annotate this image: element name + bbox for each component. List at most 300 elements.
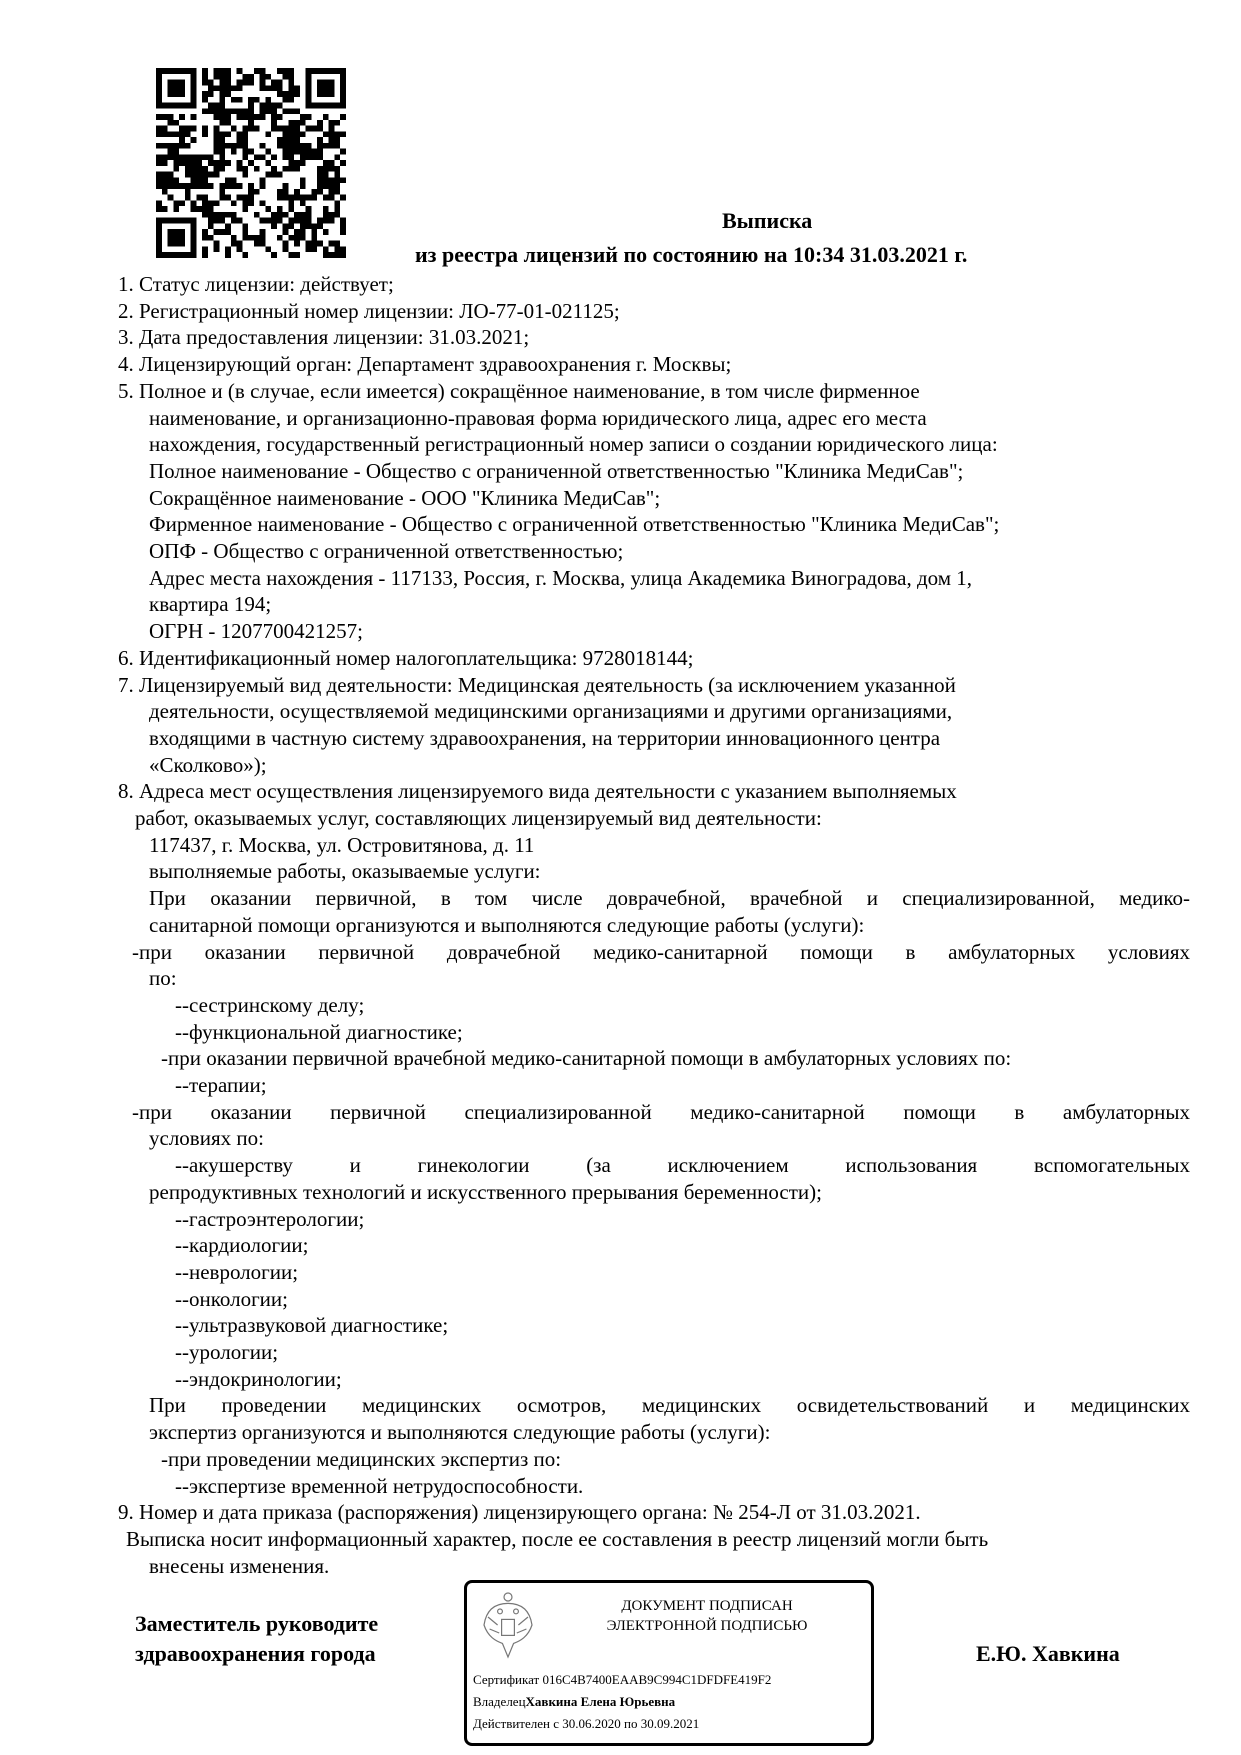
qr-module (202, 154, 208, 160)
qr-module (300, 200, 306, 206)
qr-module (179, 235, 185, 241)
qr-module (208, 206, 214, 212)
detail-line: При проведении медицинских осмотров, медицинских освидетельствований и медицинских (149, 1393, 1190, 1418)
qr-module (283, 183, 289, 189)
qr-module (231, 85, 237, 91)
qr-module (214, 131, 220, 137)
qr-module (219, 137, 225, 143)
qr-module (265, 206, 271, 212)
qr-module (306, 241, 312, 247)
qr-module (162, 126, 168, 132)
qr-module (288, 108, 294, 114)
detail-line: -при оказании первичной врачебной медико-санитарной помощи в амбулаторных условиях по: (161, 1046, 1012, 1071)
qr-module (306, 218, 312, 224)
qr-module (288, 126, 294, 132)
qr-module (323, 91, 329, 97)
qr-module (248, 195, 254, 201)
qr-module (191, 137, 197, 143)
qr-module (208, 91, 214, 97)
detail-line: --урологии; (175, 1340, 279, 1364)
qr-module (248, 235, 254, 241)
qr-module (277, 126, 283, 132)
qr-module (168, 149, 174, 155)
qr-module (173, 85, 179, 91)
qr-module (317, 80, 323, 86)
detail-line: --гастроэнтерологии; (175, 1206, 365, 1231)
qr-module (277, 212, 283, 218)
qr-module (317, 103, 323, 109)
qr-module (294, 85, 300, 91)
qr-module (271, 108, 277, 114)
detail-line: --ультразвуковой диагностике; (175, 1313, 449, 1338)
qr-module (219, 74, 225, 80)
qr-module (237, 195, 243, 201)
qr-module (317, 149, 323, 155)
qr-module (214, 68, 220, 74)
qr-module (173, 91, 179, 97)
qr-module (306, 97, 312, 103)
qr-module (208, 235, 214, 241)
qr-module (242, 80, 248, 86)
qr-module (260, 154, 266, 160)
detail-line: 1. Статус лицензии: действует; (118, 272, 394, 296)
qr-module (225, 85, 231, 91)
qr-module (191, 223, 197, 229)
qr-module (277, 172, 283, 178)
qr-module (265, 131, 271, 137)
qr-module (242, 195, 248, 201)
qr-module (225, 108, 231, 114)
qr-module (179, 241, 185, 247)
qr-module (219, 68, 225, 74)
qr-module (219, 166, 225, 172)
qr-module (225, 91, 231, 97)
detail-line: --эндокринологии; (175, 1366, 342, 1391)
qr-module (191, 154, 197, 160)
qr-module (260, 103, 266, 109)
qr-module (173, 149, 179, 155)
qr-module (202, 131, 208, 137)
qr-module (173, 131, 179, 137)
qr-module (208, 183, 214, 189)
detail-line: 7. Лицензируемый вид деятельности: Медицинская деятельность (за исключением указанной (118, 672, 956, 697)
qr-module (311, 126, 317, 132)
qr-module (340, 74, 346, 80)
qr-module (173, 206, 179, 212)
qr-module (317, 241, 323, 247)
qr-module (179, 160, 185, 166)
qr-module (225, 68, 231, 74)
qr-module (277, 91, 283, 97)
qr-module (334, 252, 340, 258)
signer-position-line1: Заместитель руководите (135, 1611, 379, 1636)
qr-module (208, 172, 214, 178)
qr-module (202, 172, 208, 178)
qr-module (156, 126, 162, 132)
qr-module (248, 74, 254, 80)
qr-module (168, 154, 174, 160)
qr-module (271, 212, 277, 218)
qr-module (334, 131, 340, 137)
qr-module (317, 166, 323, 172)
qr-module (334, 189, 340, 195)
qr-module (168, 80, 174, 86)
qr-module (334, 246, 340, 252)
qr-module (288, 195, 294, 201)
qr-module (191, 246, 197, 252)
qr-module (294, 212, 300, 218)
qr-module (208, 154, 214, 160)
qr-module (271, 154, 277, 160)
qr-module (300, 154, 306, 160)
qr-module (219, 143, 225, 149)
qr-module (237, 137, 243, 143)
qr-module (260, 235, 266, 241)
qr-module (288, 235, 294, 241)
qr-module (179, 80, 185, 86)
qr-module (214, 114, 220, 120)
qr-module (329, 189, 335, 195)
qr-module (237, 131, 243, 137)
qr-module (225, 74, 231, 80)
qr-module (265, 74, 271, 80)
qr-module (208, 80, 214, 86)
qr-module (219, 229, 225, 235)
qr-module (156, 229, 162, 235)
qr-module (156, 114, 162, 120)
validity-line: Действителен с 30.06.2020 по 30.09.2021 (473, 1716, 700, 1731)
qr-module (311, 195, 317, 201)
qr-module (242, 172, 248, 178)
qr-module (214, 166, 220, 172)
qr-module (219, 114, 225, 120)
qr-module (311, 103, 317, 109)
qr-module (323, 177, 329, 183)
qr-module (265, 246, 271, 252)
qr-module (334, 212, 340, 218)
qr-module (214, 126, 220, 132)
qr-module (173, 177, 179, 183)
qr-module (231, 200, 237, 206)
qr-module (265, 97, 271, 103)
qr-module (214, 108, 220, 114)
qr-module (185, 126, 191, 132)
qr-module (329, 80, 335, 86)
qr-module (288, 149, 294, 155)
qr-module (219, 80, 225, 86)
qr-module (311, 246, 317, 252)
qr-module (202, 74, 208, 80)
qr-module (156, 91, 162, 97)
qr-module (225, 195, 231, 201)
qr-module (300, 177, 306, 183)
qr-module (260, 200, 266, 206)
qr-module (271, 166, 277, 172)
qr-module (202, 80, 208, 86)
qr-module (225, 131, 231, 137)
qr-module (214, 212, 220, 218)
qr-module (288, 200, 294, 206)
qr-module (156, 131, 162, 137)
qr-module (288, 97, 294, 103)
qr-module (156, 85, 162, 91)
qr-module (185, 218, 191, 224)
qr-module (323, 85, 329, 91)
qr-module (323, 143, 329, 149)
qr-module (334, 103, 340, 109)
qr-module (214, 74, 220, 80)
qr-module (225, 183, 231, 189)
qr-module (294, 195, 300, 201)
qr-module (317, 120, 323, 126)
qr-module (185, 131, 191, 137)
qr-module (329, 212, 335, 218)
qr-module (179, 126, 185, 132)
qr-module (323, 68, 329, 74)
qr-module (191, 172, 197, 178)
qr-module (323, 114, 329, 120)
qr-module (225, 252, 231, 258)
qr-module (277, 68, 283, 74)
qr-module (311, 241, 317, 247)
qr-module (208, 212, 214, 218)
qr-module (277, 218, 283, 224)
qr-module (156, 252, 162, 258)
qr-module (162, 177, 168, 183)
qr-module (323, 229, 329, 235)
qr-module (168, 235, 174, 241)
qr-module (214, 160, 220, 166)
detail-line: --онкологии; (175, 1286, 288, 1311)
qr-module (311, 189, 317, 195)
qr-module (185, 160, 191, 166)
certificate-line (473, 1671, 771, 1688)
qr-module (231, 218, 237, 224)
qr-module (191, 97, 197, 103)
qr-module (317, 172, 323, 178)
owner-label: Владелец (473, 1694, 526, 1709)
qr-module (254, 154, 260, 160)
qr-module (323, 183, 329, 189)
qr-module (237, 218, 243, 224)
qr-module (191, 177, 197, 183)
qr-module (202, 183, 208, 189)
qr-module (214, 103, 220, 109)
qr-module (288, 120, 294, 126)
qr-module (225, 143, 231, 149)
qr-module (242, 108, 248, 114)
qr-module (196, 154, 202, 160)
qr-module (300, 120, 306, 126)
detail-line: выполняемые работы, оказываемые услуги: (149, 859, 541, 884)
qr-module (288, 218, 294, 224)
qr-module (162, 172, 168, 178)
detail-line: --кардиологии; (175, 1233, 309, 1258)
qr-module (288, 68, 294, 74)
qr-module (340, 91, 346, 97)
qr-module (248, 103, 254, 109)
qr-module (242, 252, 248, 258)
qr-module (208, 85, 214, 91)
qr-module (334, 172, 340, 178)
qr-module (323, 103, 329, 109)
qr-module (191, 235, 197, 241)
qr-module (329, 68, 335, 74)
detail-line: наименование, и организационно-правовая форма юридического лица, адрес его места (149, 405, 927, 430)
qr-module (248, 149, 254, 155)
qr-module (168, 218, 174, 224)
qr-module (283, 195, 289, 201)
qr-module (248, 200, 254, 206)
qr-module (283, 241, 289, 247)
qr-module (248, 183, 254, 189)
detail-line: по: (149, 966, 177, 991)
qr-module (202, 252, 208, 258)
qr-module (334, 206, 340, 212)
qr-module (191, 68, 197, 74)
qr-module (231, 126, 237, 132)
qr-module (329, 183, 335, 189)
qr-module (271, 120, 277, 126)
qr-module (162, 160, 168, 166)
qr-module (191, 91, 197, 97)
qr-module (317, 177, 323, 183)
qr-module (294, 166, 300, 172)
qr-module (340, 223, 346, 229)
qr-module (179, 68, 185, 74)
qr-module (219, 131, 225, 137)
qr-module (265, 218, 271, 224)
coat-of-arms-icon (479, 1589, 537, 1661)
qr-module (283, 154, 289, 160)
qr-module (179, 85, 185, 91)
qr-module (306, 195, 312, 201)
qr-module (214, 218, 220, 224)
detail-line: Выписка носит информационный характер, после ее составления в реестр лицензий могли быть (126, 1526, 989, 1551)
detail-line: -при оказании первичной специализированной медико-санитарной помощи в амбулаторных (132, 1099, 1190, 1124)
qr-module (294, 189, 300, 195)
qr-module (191, 85, 197, 91)
qr-module (329, 143, 335, 149)
qr-module (231, 212, 237, 218)
qr-module (311, 223, 317, 229)
qr-module (173, 218, 179, 224)
qr-module (323, 166, 329, 172)
qr-module (237, 80, 243, 86)
qr-module (271, 252, 277, 258)
qr-module (231, 183, 237, 189)
qr-module (231, 143, 237, 149)
owner-name: Хавкина Елена Юрьевна (525, 1694, 676, 1709)
qr-module (317, 223, 323, 229)
qr-module (202, 91, 208, 97)
qr-module (260, 80, 266, 86)
qr-module (231, 149, 237, 155)
qr-module (237, 166, 243, 172)
qr-module (168, 91, 174, 97)
qr-module (288, 206, 294, 212)
qr-module (283, 91, 289, 97)
qr-module (311, 229, 317, 235)
qr-module (271, 85, 277, 91)
qr-module (288, 166, 294, 172)
qr-module (202, 126, 208, 132)
qr-module (162, 154, 168, 160)
qr-module (306, 68, 312, 74)
qr-module (208, 103, 214, 109)
qr-module (288, 223, 294, 229)
qr-module (179, 131, 185, 137)
qr-module (191, 103, 197, 109)
qr-module (162, 218, 168, 224)
qr-module (340, 114, 346, 120)
qr-module (168, 172, 174, 178)
qr-module (168, 143, 174, 149)
qr-module (306, 85, 312, 91)
qr-module (265, 103, 271, 109)
qr-module (242, 223, 248, 229)
qr-module (248, 126, 254, 132)
qr-module (254, 97, 260, 103)
qr-module (156, 97, 162, 103)
qr-module (156, 183, 162, 189)
qr-module (334, 183, 340, 189)
qr-module (306, 154, 312, 160)
qr-module (242, 200, 248, 206)
qr-module (219, 103, 225, 109)
qr-module (179, 103, 185, 109)
qr-module (317, 85, 323, 91)
qr-module (219, 149, 225, 155)
qr-module (340, 80, 346, 86)
qr-code (155, 68, 347, 258)
qr-module (225, 212, 231, 218)
qr-module (202, 229, 208, 235)
qr-module (173, 103, 179, 109)
qr-module (219, 85, 225, 91)
qr-module (288, 154, 294, 160)
qr-module (168, 120, 174, 126)
qr-module (340, 252, 346, 258)
qr-module (340, 131, 346, 137)
detail-line: Фирменное наименование - Общество с ограниченной ответственностью "Клиника МедиСав"; (149, 512, 1000, 537)
detail-line: экспертиз организуются и выполняются следующие работы (услуги): (149, 1420, 771, 1445)
qr-module (185, 154, 191, 160)
detail-line: «Сколково»); (149, 752, 267, 777)
qr-module (283, 137, 289, 143)
qr-module (191, 166, 197, 172)
qr-module (300, 212, 306, 218)
qr-module (162, 114, 168, 120)
qr-module (288, 160, 294, 166)
detail-line: ОПФ - Общество с ограниченной ответственностью; (149, 539, 624, 563)
qr-module (311, 149, 317, 155)
qr-module (306, 126, 312, 132)
qr-module (168, 195, 174, 201)
qr-module (311, 68, 317, 74)
qr-module (219, 189, 225, 195)
detail-line: условиях по: (149, 1126, 264, 1151)
qr-module (214, 149, 220, 155)
document-subtitle: из реестра лицензий по состоянию на 10:34 31.03.2021 г. (415, 242, 968, 267)
qr-module (242, 166, 248, 172)
qr-module (329, 252, 335, 258)
qr-module (254, 166, 260, 172)
qr-module (202, 200, 208, 206)
qr-module (329, 177, 335, 183)
qr-module (294, 218, 300, 224)
qr-module (196, 177, 202, 183)
